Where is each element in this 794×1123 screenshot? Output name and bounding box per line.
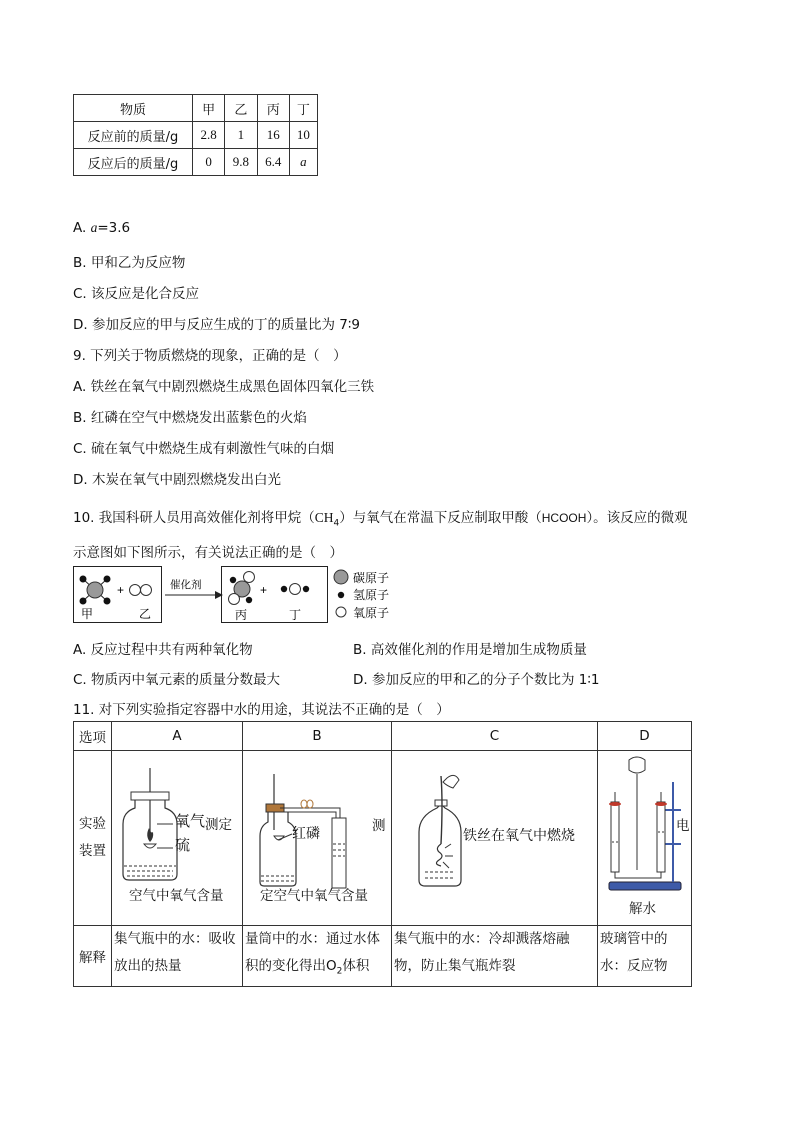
apparatus-a-cell (112, 751, 243, 926)
table-header-cell: 物质 (74, 95, 193, 122)
explain-b (243, 926, 392, 987)
explain-d (598, 926, 692, 987)
q10-option-c: C. 物质丙中氧元素的质量分数最大 (73, 672, 281, 688)
water-molecule (281, 584, 309, 595)
reaction-diagram-svg (73, 566, 403, 626)
table-cell: 反应后的质量/g (74, 149, 193, 176)
legend-oxygen: 氧原子 (353, 606, 390, 620)
tongs-icon (443, 775, 459, 788)
explain-line: 量筒中的水：通过水体 (245, 931, 380, 947)
row-label-line: 实验 (79, 816, 106, 832)
table-header-cell: D (598, 722, 692, 751)
variable-a: a (90, 220, 98, 235)
q11-stem: 11. 对下列实验指定容器中水的用途，其说法不正确的是（ ） (73, 702, 450, 718)
explain-line: 集气瓶中的水：冷却溅落熔融 (394, 931, 570, 947)
table-cell: 6.4 (257, 149, 289, 176)
table-header-row (74, 95, 318, 122)
q9-option-d: D. 木炭在氧气中剧烈燃烧发出白光 (73, 472, 281, 488)
table-row (74, 122, 318, 149)
table-cell: 10 (289, 122, 317, 149)
label-measure: 测定 (205, 817, 232, 833)
table-header-row (74, 722, 692, 751)
caption-a: 空气中氧气含量 (129, 888, 224, 904)
apparatus-d-cell (598, 751, 692, 926)
table-cell: 16 (257, 122, 289, 149)
q10-option-a: A. 反应过程中共有两种氧化物 (73, 642, 253, 658)
formula-ch4: CH (314, 510, 334, 525)
formula-subscript: 4 (333, 518, 340, 529)
q8-option-b: B. 甲和乙为反应物 (73, 255, 186, 271)
explain-line: 玻璃管中的 (600, 931, 668, 947)
formula-subscript: 2 (336, 966, 343, 977)
table-cell: 反应前的质量/g (74, 122, 193, 149)
q9-option-b: B. 红磷在空气中燃烧发出蓝紫色的火焰 (73, 410, 307, 426)
label-measure: 测 (372, 818, 386, 834)
table-cell: 2.8 (193, 122, 225, 149)
table-header-cell: 丁 (289, 95, 317, 122)
q10-stem-line1 (73, 506, 688, 529)
table-header-cell: 选项 (74, 722, 112, 751)
label-yi: 乙 (139, 607, 152, 621)
legend-carbon-icon (334, 570, 348, 584)
q9-option-a: A. 铁丝在氧气中剧烈燃烧生成黑色固体四氧化三铁 (73, 379, 375, 395)
label-red-phosphorus: 红磷 (292, 826, 320, 842)
catalyst-label: 催化剂 (170, 579, 202, 591)
table-row (74, 149, 318, 176)
label-jia: 甲 (81, 607, 94, 621)
row-label-explain: 解释 (74, 926, 112, 987)
formula-hcooh: HCOOH (541, 511, 587, 525)
table-row (74, 751, 692, 926)
caption-b: 定空气中氧气含量 (260, 888, 368, 904)
table-cell: 0 (193, 149, 225, 176)
formic-acid-molecule (229, 572, 255, 605)
explain-part: 积的变化得出 (245, 958, 326, 974)
legend-oxygen-icon (336, 607, 346, 617)
apparatus-b-cell (243, 751, 392, 926)
formula-o2: O (326, 958, 337, 974)
explain-line: 放出的热量 (114, 958, 182, 974)
table-header-cell: 乙 (225, 95, 257, 122)
row-label-line: 装置 (79, 843, 106, 859)
q9-stem: 9. 下列关于物质燃烧的现象，正确的是（ ） (73, 348, 347, 364)
explain-line: 物，防止集气瓶炸裂 (394, 958, 516, 974)
q9-option-c: C. 硫在氧气中燃烧生成有刺激性气味的白烟 (73, 441, 335, 457)
explain-c (392, 926, 598, 987)
reaction-diagram (73, 566, 413, 626)
option-prefix: A. (73, 220, 91, 236)
oxygen-molecule (130, 585, 152, 596)
explain-part: 体积 (342, 958, 370, 974)
explain-line: 水：反应物 (600, 958, 668, 974)
stem-part: ）。该反应的微观 (586, 510, 688, 526)
label-electro: 电 (676, 818, 690, 834)
q10-option-d: D. 参加反应的甲和乙的分子个数比为 1∶1 (353, 672, 600, 688)
table-cell: 9.8 (225, 149, 257, 176)
table-header-cell: A (112, 722, 243, 751)
plus-sign: + (117, 583, 125, 597)
table-cell: 1 (225, 122, 257, 149)
caption-c: 铁丝在氧气中燃烧 (463, 828, 575, 844)
plus-sign: + (260, 583, 268, 597)
caption-d: 解水 (629, 901, 656, 917)
label-sulfur: 硫 (175, 836, 191, 854)
row-label-apparatus (74, 751, 112, 926)
experiment-table (73, 721, 692, 987)
table-header-cell: B (243, 722, 392, 751)
q8-option-c: C. 该反应是化合反应 (73, 286, 200, 302)
table-header-cell: 甲 (193, 95, 225, 122)
q10-stem-line2: 示意图如下图所示，有关说法正确的是（ ） (73, 545, 343, 561)
legend-carbon: 碳原子 (353, 571, 390, 585)
table-row (74, 926, 692, 987)
stem-part: ）与氧气在常温下反应制取甲酸（ (339, 510, 542, 526)
table-cell: a (289, 149, 317, 176)
explain-line: 集气瓶中的水：吸收 (114, 931, 236, 947)
mass-table (73, 94, 318, 176)
legend-hydrogen: 氢原子 (353, 588, 390, 602)
explain-a (112, 926, 243, 987)
option-text: =3.6 (97, 220, 131, 236)
table-header-cell: C (392, 722, 598, 751)
q8-option-a (73, 220, 130, 236)
label-oxygen: 氧气 (175, 812, 206, 830)
label-ding: 丁 (289, 608, 302, 622)
explain-line (245, 953, 389, 986)
q10-option-b: B. 高效催化剂的作用是增加生成物质量 (353, 642, 587, 658)
stem-part: 10. 我国科研人员用高效催化剂将甲烷（ (73, 510, 315, 526)
table-header-cell: 丙 (257, 95, 289, 122)
q8-option-d: D. 参加反应的甲与反应生成的丁的质量比为 7∶9 (73, 317, 360, 333)
label-bing: 丙 (235, 608, 248, 622)
legend-hydrogen-icon (338, 592, 344, 598)
methane-molecule (80, 576, 111, 605)
